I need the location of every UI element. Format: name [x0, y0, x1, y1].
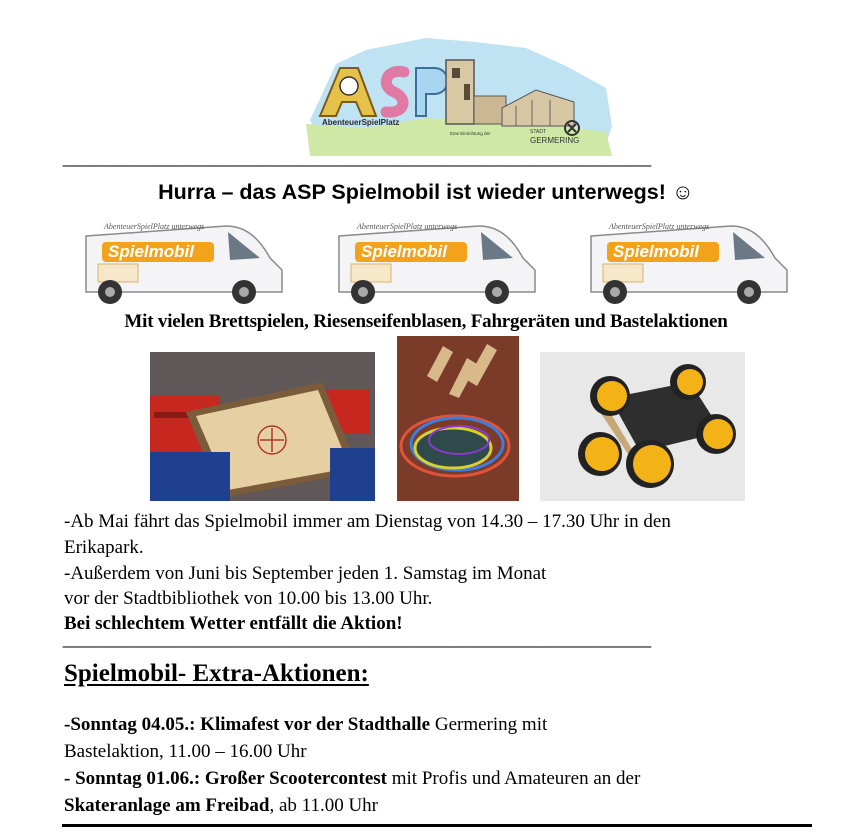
event-1-line-2: Bastelaktion, 11.00 – 16.00 Uhr	[64, 741, 307, 762]
van-script-1: AbenteuerSpielPlatz unterwegs	[104, 222, 205, 231]
event-2-line-2	[64, 793, 378, 819]
event-2-time: , ab 11.00 Uhr	[269, 795, 379, 816]
logo-subtitle: AbenteuerSpielPlatz	[322, 118, 400, 127]
van-image-1	[76, 212, 288, 308]
van-script-2: AbenteuerSpielPlatz unterwegs	[357, 222, 458, 231]
van-sign-3: Spielmobil	[613, 242, 699, 261]
info-line-1: -Ab Mai fährt das Spielmobil immer am Dienstag von 14.30 – 17.30 Uhr in den	[64, 511, 671, 532]
van-sign-2: Spielmobil	[361, 242, 447, 261]
info-line-2: Erikapark.	[64, 537, 144, 558]
van-script-3: AbenteuerSpielPlatz unterwegs	[609, 222, 710, 231]
event-2-title: - Sonntag 01.06.: Großer Scootercontest	[64, 768, 387, 789]
logo-city: GERMERING	[530, 136, 580, 145]
van-image-2	[329, 212, 541, 308]
van-image-3	[581, 212, 793, 308]
event-1-title: -Sonntag 04.05.: Klimafest vor der Stadthalle	[64, 714, 431, 735]
logo-tagline: Eine Einrichtung der	[450, 131, 491, 136]
tagline: Mit vielen Brettspielen, Riesenseifenblasen, Fahrgeräten und Bastelaktionen	[124, 311, 728, 332]
photo-roller-cart	[540, 352, 745, 501]
separator-middle: --------------------------------------------------------------------------------------------------------------------------------------------------------------------------	[62, 640, 651, 654]
event-1-line-1	[64, 712, 547, 738]
photo-carrom-board	[150, 352, 375, 501]
info-line-3: -Außerdem von Juni bis September jeden 1. Samstag im Monat	[64, 563, 547, 584]
event-1-rest: Germering mit	[430, 714, 548, 735]
logo-city-small: STADT	[530, 129, 547, 135]
info-line-4: vor der Stadtbibliothek von 10.00 bis 13.00 Uhr.	[64, 588, 433, 609]
event-2-line-1	[64, 766, 640, 792]
headline: Hurra – das ASP Spielmobil ist wieder unterwegs! ☺	[158, 180, 694, 204]
van-sign-1: Spielmobil	[108, 242, 194, 261]
info-warning: Bei schlechtem Wetter entfällt die Aktion!	[64, 613, 403, 634]
section-title: Spielmobil- Extra-Aktionen:	[64, 660, 369, 687]
photo-hoops-and-boards	[397, 336, 519, 501]
event-2-rest: mit Profis und Amateuren an der	[386, 768, 641, 789]
separator-top: --------------------------------------------------------------------------------------------------------------------------------------------------------------------------	[62, 159, 651, 173]
asp-logo	[306, 28, 616, 158]
event-2-location: Skateranlage am Freibad	[64, 795, 270, 816]
bottom-rule	[62, 824, 812, 827]
